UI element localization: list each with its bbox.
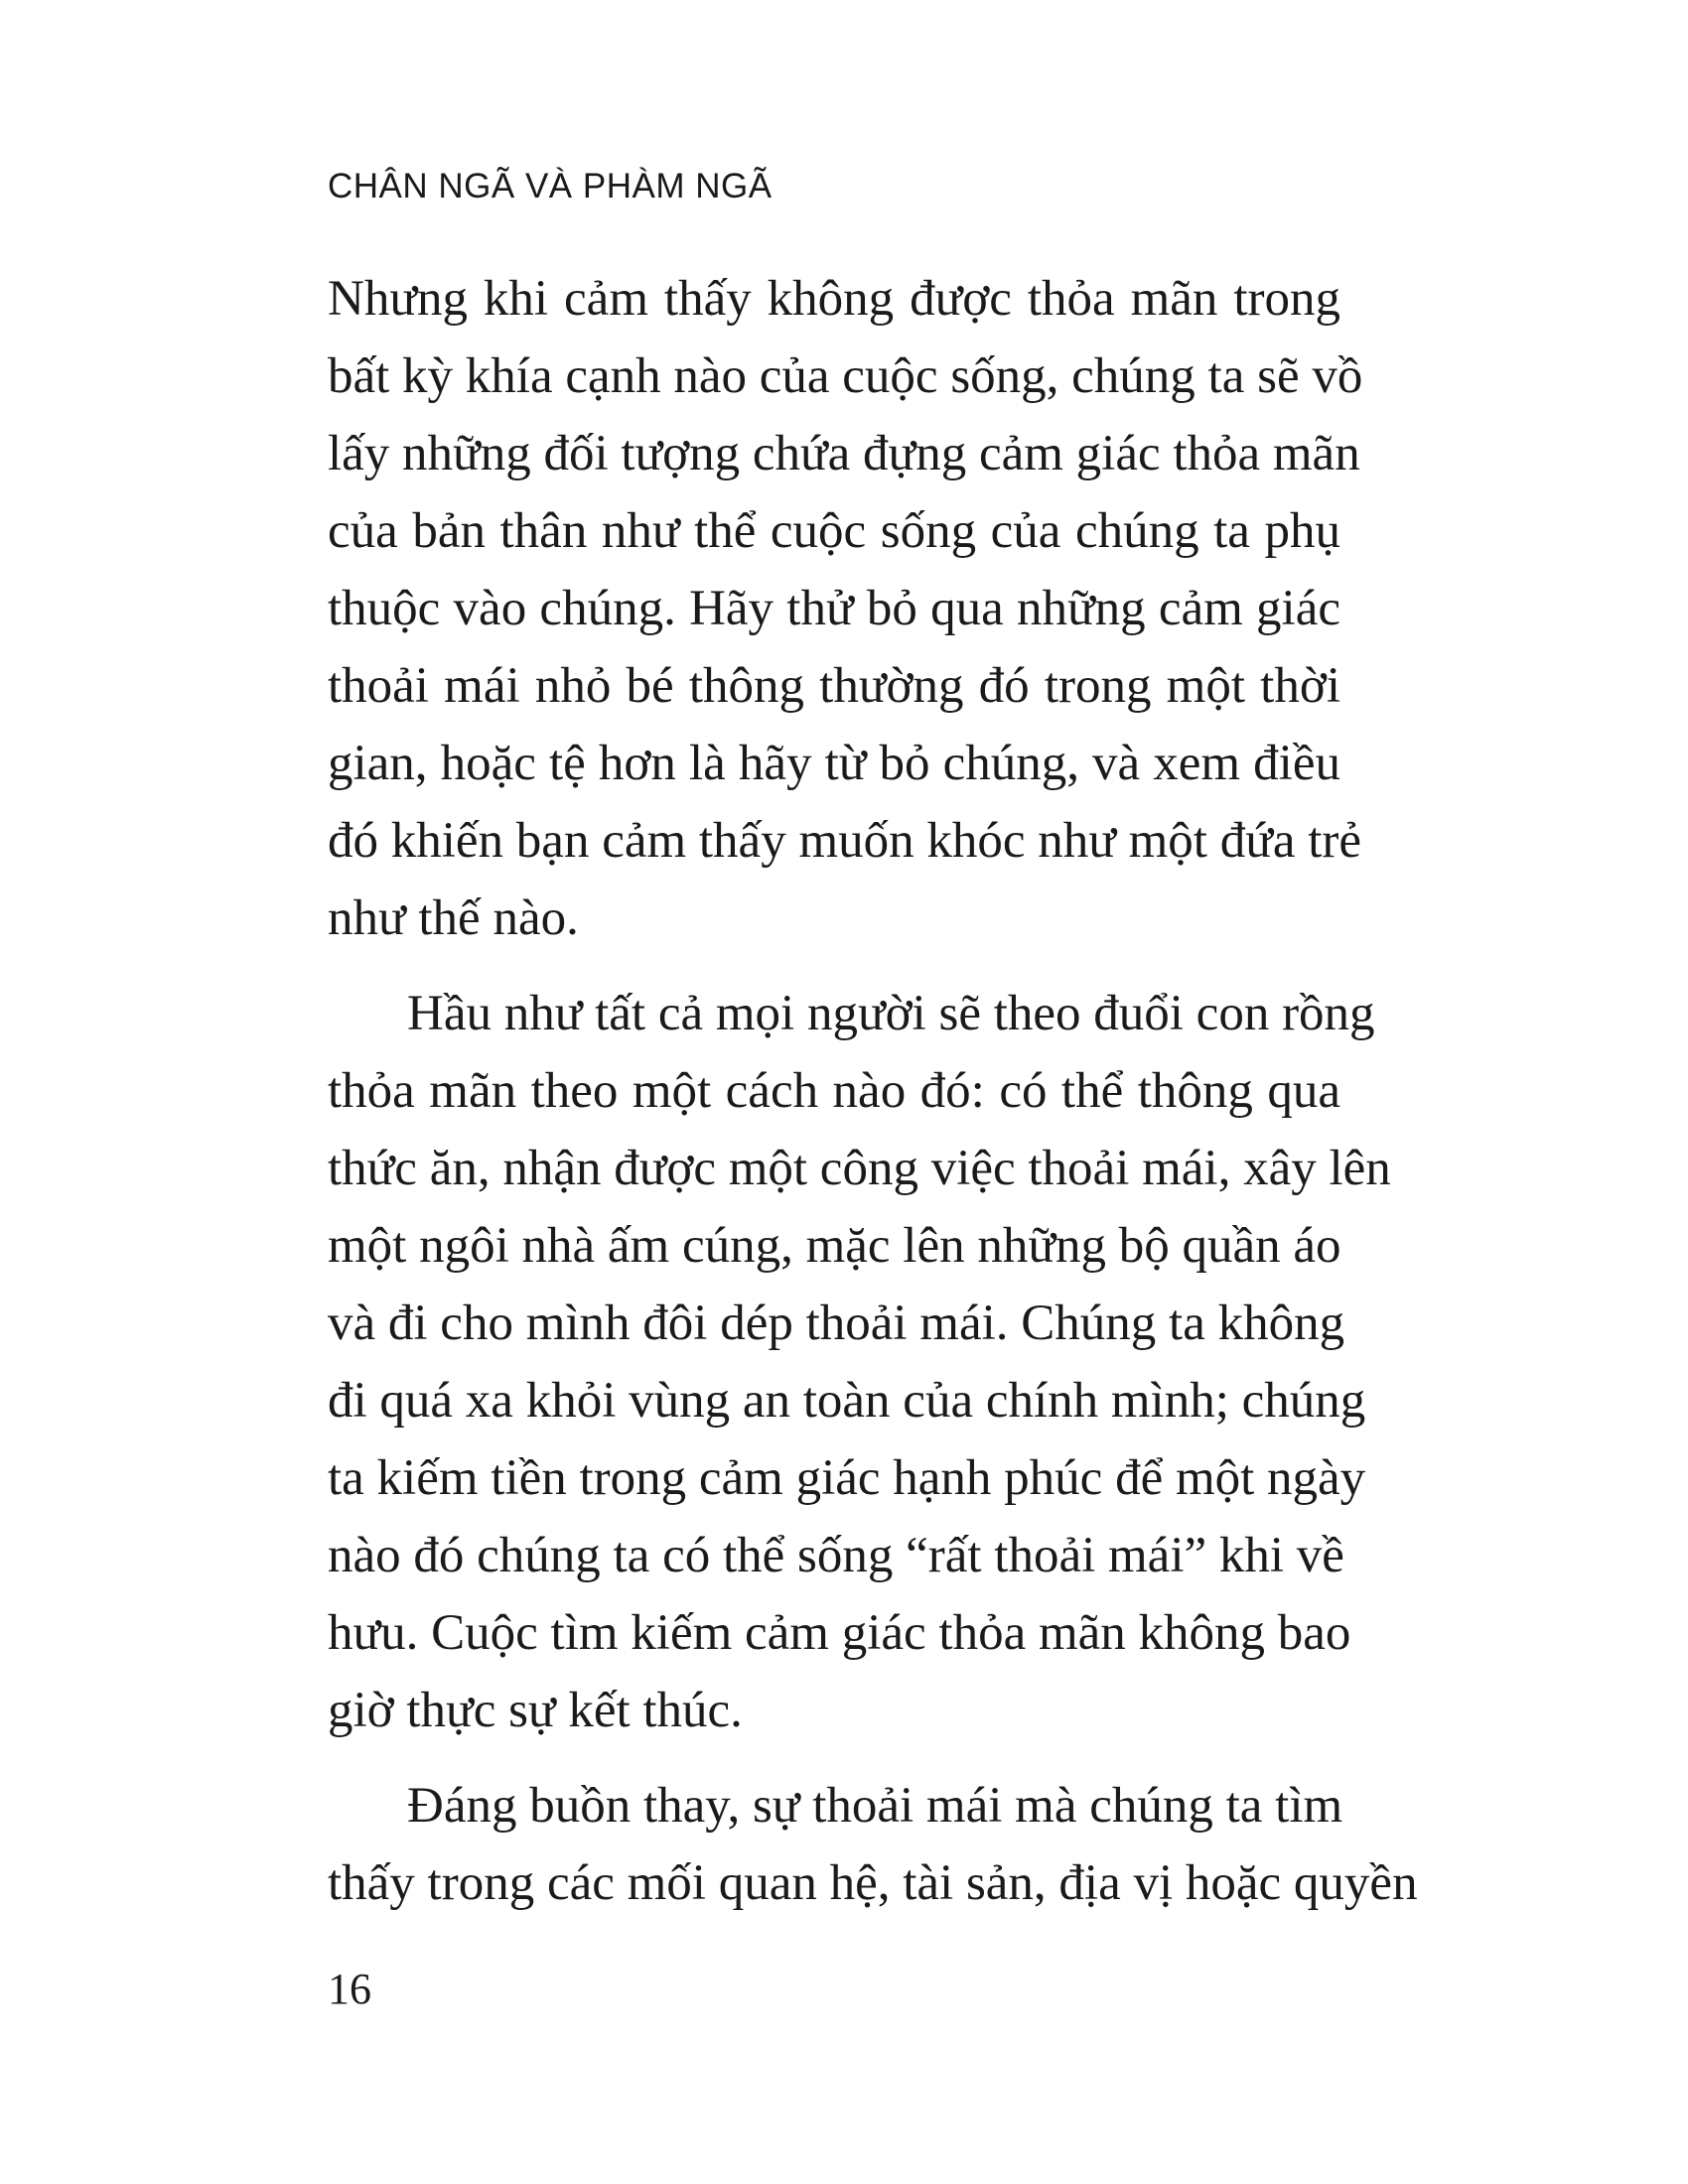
text-line: một ngôi nhà ấm cúng, mặc lên những bộ quần áo — [328, 1218, 1341, 1274]
text-line: thuộc vào chúng. Hãy thử bỏ qua những cảm giác — [328, 581, 1340, 636]
text-line: thoải mái nhỏ bé thông thường đó trong một thời — [328, 658, 1340, 714]
text-line: thấy trong các mối quan hệ, tài sản, địa vị hoặc quyền — [328, 1855, 1418, 1911]
text-line: lấy những đối tượng chứa đựng cảm giác thỏa mãn — [328, 426, 1360, 481]
text-line: thỏa mãn theo một cách nào đó: có thể thông qua — [328, 1063, 1340, 1119]
text-line: Hầu như tất cả mọi người sẽ theo đuổi con rồng — [407, 986, 1375, 1041]
text-line: như thế nào. — [328, 890, 579, 946]
text-line: thức ăn, nhận được một công việc thoải mái, xây lên — [328, 1141, 1391, 1196]
body-text — [328, 260, 1418, 1922]
text-line: Đáng buồn thay, sự thoải mái mà chúng ta tìm — [407, 1778, 1343, 1834]
text-line: đi quá xa khỏi vùng an toàn của chính mình; chúng — [328, 1373, 1366, 1429]
paragraph-2 — [328, 975, 1391, 1749]
text-line: bất kỳ khía cạnh nào của cuộc sống, chúng ta sẽ vồ — [328, 348, 1363, 404]
text-line: của bản thân như thể cuộc sống của chúng ta phụ — [328, 503, 1340, 559]
paragraph-1 — [328, 260, 1363, 957]
running-head: CHÂN NGÃ VÀ PHÀM NGÃ — [328, 167, 773, 205]
text-line: đó khiến bạn cảm thấy muốn khóc như một đứa trẻ — [328, 813, 1362, 869]
text-line: và đi cho mình đôi dép thoải mái. Chúng ta không — [328, 1296, 1345, 1351]
text-line: ta kiếm tiền trong cảm giác hạnh phúc để một ngày — [328, 1450, 1366, 1506]
paragraph-gap — [328, 1749, 1340, 1767]
paragraph-gap — [328, 957, 1340, 975]
text-line: nào đó chúng ta có thể sống “rất thoải mái” khi về — [328, 1528, 1344, 1583]
text-line: hưu. Cuộc tìm kiếm cảm giác thỏa mãn không bao — [328, 1605, 1351, 1661]
page-number: 16 — [328, 1965, 371, 2013]
paragraph-3 — [328, 1767, 1418, 1922]
text-line: giờ thực sự kết thúc. — [328, 1683, 743, 1738]
text-line: gian, hoặc tệ hơn là hãy từ bỏ chúng, và xem điều — [328, 736, 1340, 791]
text-line: Nhưng khi cảm thấy không được thỏa mãn trong — [328, 271, 1340, 327]
